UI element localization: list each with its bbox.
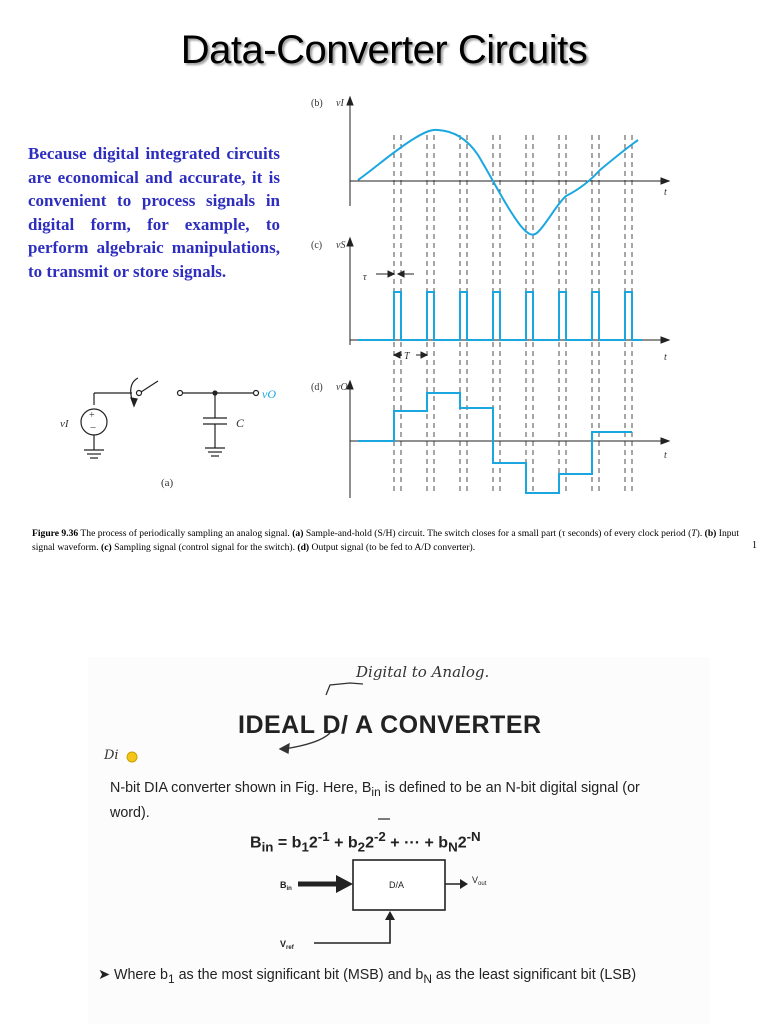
formula-part: 2 <box>457 834 467 852</box>
label-part: in <box>286 886 292 892</box>
formula-part: -1 <box>317 829 330 844</box>
block-output-label <box>472 875 487 887</box>
body-text: Where b <box>113 967 168 983</box>
caption-ref-c: (c) <box>101 542 112 553</box>
label-part: V <box>280 939 287 949</box>
formula-part: b <box>347 834 358 852</box>
arrow-bullet-icon: ➤ <box>98 967 114 983</box>
formula-part: = <box>273 834 292 852</box>
block-ref-label <box>280 939 295 951</box>
caption-text: Output signal (to be fed to A/D converter). <box>309 542 476 553</box>
source-minus-sign: − <box>90 422 97 434</box>
capacitor-label: C <box>236 416 245 430</box>
formula-part: -N <box>466 829 481 844</box>
formula-part: B <box>250 834 262 852</box>
figure-caption <box>32 527 754 555</box>
panel-label-d: (d) <box>311 382 323 393</box>
body-text: is defined to be an N-bit digital signal (or word). <box>110 780 640 821</box>
caption-text: The process of periodically sampling an analog signal. <box>78 528 293 539</box>
source-plus-sign: + <box>89 410 95 421</box>
caption-text: ). <box>696 528 705 539</box>
output-label-vo: vO <box>262 387 276 401</box>
handwritten-di: Di <box>104 748 119 763</box>
tau-label: τ <box>363 272 367 283</box>
time-label-d: t <box>664 450 667 461</box>
formula-part: 2 <box>365 834 374 852</box>
formula-part: + <box>329 834 348 852</box>
label-part: V <box>472 875 479 885</box>
ref-line <box>314 917 390 943</box>
handwritten-note: Digital to Analog. <box>356 663 490 681</box>
caption-figure-number: Figure 9.36 <box>32 528 79 539</box>
label-part: B <box>280 880 287 890</box>
formula-part: b <box>291 834 302 852</box>
ref-arrow-head <box>385 911 395 920</box>
body-subscript: 1 <box>168 971 175 986</box>
panel-label-b: (b) <box>311 98 323 109</box>
formula-part: 1 <box>301 839 309 855</box>
body-paragraph-2 <box>98 965 698 989</box>
formula-part: + ··· + <box>385 834 439 852</box>
panel-label-c: (c) <box>311 240 323 251</box>
caption-text: Input signal waveform. <box>32 528 740 553</box>
caption-ref-a: (a) <box>292 528 304 539</box>
body-subscript: in <box>371 784 381 799</box>
caption-ref-d: (d) <box>297 542 310 553</box>
formula-part: -2 <box>373 829 386 844</box>
axis-label-vo: vO <box>336 382 348 393</box>
time-label-b: t <box>664 187 667 198</box>
formula-part: b <box>438 834 449 852</box>
body-text: N-bit DIA converter shown in Fig. Here, B <box>110 780 372 796</box>
source-label-vi: vI <box>60 418 69 430</box>
page-number: 1 <box>752 540 757 551</box>
formula-part: 2 <box>308 834 318 852</box>
slide-title: Data-Converter Circuits <box>180 28 588 72</box>
input-arrow-head <box>336 875 353 893</box>
slide-2-title: IDEAL D/ A CONVERTER <box>238 711 542 739</box>
body-subscript: N <box>423 971 432 986</box>
slide-2 <box>88 657 710 1024</box>
axis-label-vi: vI <box>336 98 344 109</box>
period-label: T <box>404 351 410 362</box>
caption-text: Sample-and-hold (S/H) circuit. The switch closes for a small part (τ seconds) of every clock period ( <box>303 528 692 539</box>
formula-part: N <box>448 839 458 855</box>
da-block-label: D/A <box>389 880 405 890</box>
time-label-c: t <box>664 352 667 363</box>
intro-paragraph: Because digital integrated circuits are economical and accurate, it is convenient to process signals in digital form, for example, to perform algebraic manipulations, to transmit or store signals. <box>28 144 280 281</box>
panel-label-a: (a) <box>161 477 174 489</box>
label-part: out <box>478 881 487 887</box>
formula-part: 2 <box>357 839 366 855</box>
caption-text: Sampling signal (control signal for the switch). <box>111 542 298 553</box>
body-text: as the most significant bit (MSB) and b <box>174 967 424 983</box>
formula-part: in <box>261 839 274 855</box>
label-part: ref <box>286 945 294 951</box>
body-text: as the least significant bit (LSB) <box>431 967 637 983</box>
caption-ref-b: (b) <box>704 528 717 539</box>
output-arrow-head <box>460 879 468 889</box>
axis-label-vs: vS <box>336 240 346 251</box>
block-input-label <box>280 880 292 892</box>
caption-period: T <box>691 528 697 539</box>
